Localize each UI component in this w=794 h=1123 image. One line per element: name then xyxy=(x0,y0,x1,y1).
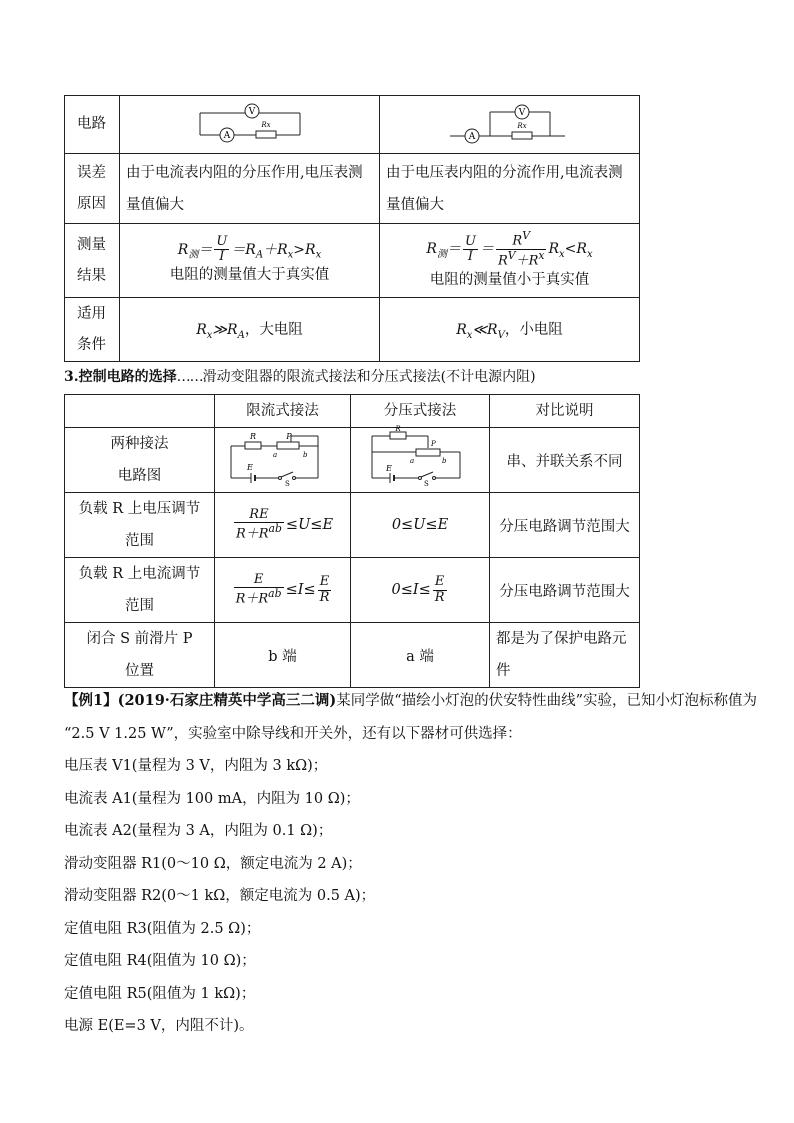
row-label-current-range: 负载 R 上电流调节 范围 xyxy=(65,558,215,623)
equipment-item: 定值电阻 R5(阻值为 1 kΩ)； xyxy=(64,985,256,1002)
row-label-voltage-range: 负载 R 上电压调节 范围 xyxy=(65,493,215,558)
equipment-item: 滑动变阻器 R1(0～10 Ω，额定电流为 2 A)； xyxy=(64,855,362,872)
external-ammeter-circuit xyxy=(380,96,640,154)
section-3-title: 3.控制电路的选择……滑动变阻器的限流式接法和分压式接法(不计电源内阻) xyxy=(64,369,536,385)
svg-text:b: b xyxy=(442,457,447,465)
svg-text:Rx: Rx xyxy=(260,120,271,129)
ammeter-inside-diagram xyxy=(190,101,310,145)
note-circuits: 串、并联关系不同 xyxy=(490,428,640,493)
limiting-current-range: $\frac{E}{R+R^{ab}}$ ≤I≤ $\frac{E}{R}$ xyxy=(215,558,351,623)
current-limiting-diagram xyxy=(223,430,343,486)
limiting-circuit-cell xyxy=(215,428,351,493)
limiting-slider-position: b 端 xyxy=(215,623,351,688)
error-cause-left: 由于电流表内阻的分压作用,电压表测量值偏大 xyxy=(120,154,380,224)
svg-text:R: R xyxy=(395,425,401,433)
divider-current-range: 0≤I≤ $\frac{E}{R}$ xyxy=(351,558,490,623)
header-current-limiting: 限流式接法 xyxy=(215,395,351,428)
note-current: 分压电路调节范围大 xyxy=(490,558,640,623)
ammeter-outside-diagram xyxy=(440,98,580,148)
table-row xyxy=(65,428,640,493)
svg-text:P: P xyxy=(285,432,292,441)
svg-text:a: a xyxy=(272,451,277,459)
example-heading: 【例1】(2019·石家庄精英中学高三二调)某同学做“描绘小灯泡的伏安特性曲线”实验，已知小灯泡标称值为 xyxy=(64,692,758,709)
header-voltage-divider: 分压式接法 xyxy=(351,395,490,428)
svg-text:a: a xyxy=(410,457,415,465)
svg-text:E: E xyxy=(246,463,253,472)
table-row xyxy=(65,623,640,688)
formula-external: $R_测=$ $\frac{U}{I}$ ＝ $\frac{R^V}{R^V+R^x}$ $R_x<R_x$ xyxy=(426,229,593,269)
control-circuit-table xyxy=(64,394,640,688)
condition-right: $R_x≪R_V$，小电阻 xyxy=(380,298,640,362)
svg-text:E: E xyxy=(386,464,392,473)
svg-text:P: P xyxy=(431,440,436,448)
svg-text:A: A xyxy=(468,131,475,142)
internal-ammeter-circuit xyxy=(120,96,380,154)
svg-text:V: V xyxy=(248,106,255,117)
measurement-comparison-table xyxy=(64,95,640,362)
error-cause-right: 由于电压表内阻的分流作用,电流表测量值偏大 xyxy=(380,154,640,224)
row-label-condition: 适用 条件 xyxy=(65,298,120,362)
table-row xyxy=(65,298,640,362)
table-row xyxy=(65,224,640,298)
row-label-result: 测量 结果 xyxy=(65,224,120,298)
row-label-slider-position: 闭合 S 前滑片 P 位置 xyxy=(65,623,215,688)
equipment-item: 定值电阻 R3(阻值为 2.5 Ω)； xyxy=(64,920,261,937)
example-line-2: “2.5 V 1.25 W”，实验室中除导线和开关外，还有以下器材可供选择： xyxy=(64,725,522,742)
result-left: $R_测=$ $\frac{U}{I}$ $=R_A+R_x>R_x$ 电阻的测量值大于真实值 xyxy=(120,224,380,298)
equipment-item: 电源 E(E=3 V，内阻不计)。 xyxy=(64,1018,254,1034)
note-voltage: 分压电路调节范围大 xyxy=(490,493,640,558)
divider-voltage-range: 0≤U≤E xyxy=(351,493,490,558)
row-label-circuit: 电路 xyxy=(65,96,120,154)
limiting-voltage-range: $\frac{RE}{R+R^{ab}}$ ≤U≤E xyxy=(215,493,351,558)
row-label-circuits: 两种接法 电路图 xyxy=(65,428,215,493)
svg-text:Rx: Rx xyxy=(516,121,527,130)
equipment-item: 电流表 A2(量程为 3 A，内阻为 0.1 Ω)； xyxy=(64,823,333,839)
result-right: $R_测=$ $\frac{U}{I}$ ＝ $\frac{R^V}{R^V+R^x}$ $R_x<R_x$ 电阻的测量值小于真实值 xyxy=(380,224,640,298)
note-slider: 都是为了保护电路元件 xyxy=(490,623,640,688)
formula-internal: $R_测=$ $\frac{U}{I}$ $=R_A+R_x>R_x$ xyxy=(177,233,322,264)
table-header-row xyxy=(65,395,640,428)
example-1 xyxy=(64,688,758,1046)
table-row xyxy=(65,154,640,224)
condition-left: $R_x≫R_A$，大电阻 xyxy=(120,298,380,362)
svg-text:S: S xyxy=(284,480,290,488)
svg-text:V: V xyxy=(518,107,525,118)
header-empty xyxy=(65,395,215,428)
equipment-item: 滑动变阻器 R2(0～1 kΩ，额定电流为 0.5 A)； xyxy=(64,888,376,904)
svg-text:b: b xyxy=(302,451,307,459)
table-row xyxy=(65,493,640,558)
table-row xyxy=(65,96,640,154)
divider-slider-position: a 端 xyxy=(351,623,490,688)
voltage-divider-diagram xyxy=(360,425,480,488)
row-label-error-cause: 误差 原因 xyxy=(65,154,120,224)
equipment-item: 电压表 V1(量程为 3 V，内阻为 3 kΩ)； xyxy=(64,758,328,774)
equipment-item: 定值电阻 R4(阻值为 10 Ω)； xyxy=(64,953,256,969)
svg-text:R: R xyxy=(249,432,256,441)
svg-text:S: S xyxy=(424,480,429,488)
equipment-item: 电流表 A1(量程为 100 mA，内阻为 10 Ω)； xyxy=(64,790,360,807)
table-row xyxy=(65,558,640,623)
header-comparison: 对比说明 xyxy=(490,395,640,428)
divider-circuit-cell xyxy=(351,425,490,493)
svg-text:A: A xyxy=(223,130,230,141)
